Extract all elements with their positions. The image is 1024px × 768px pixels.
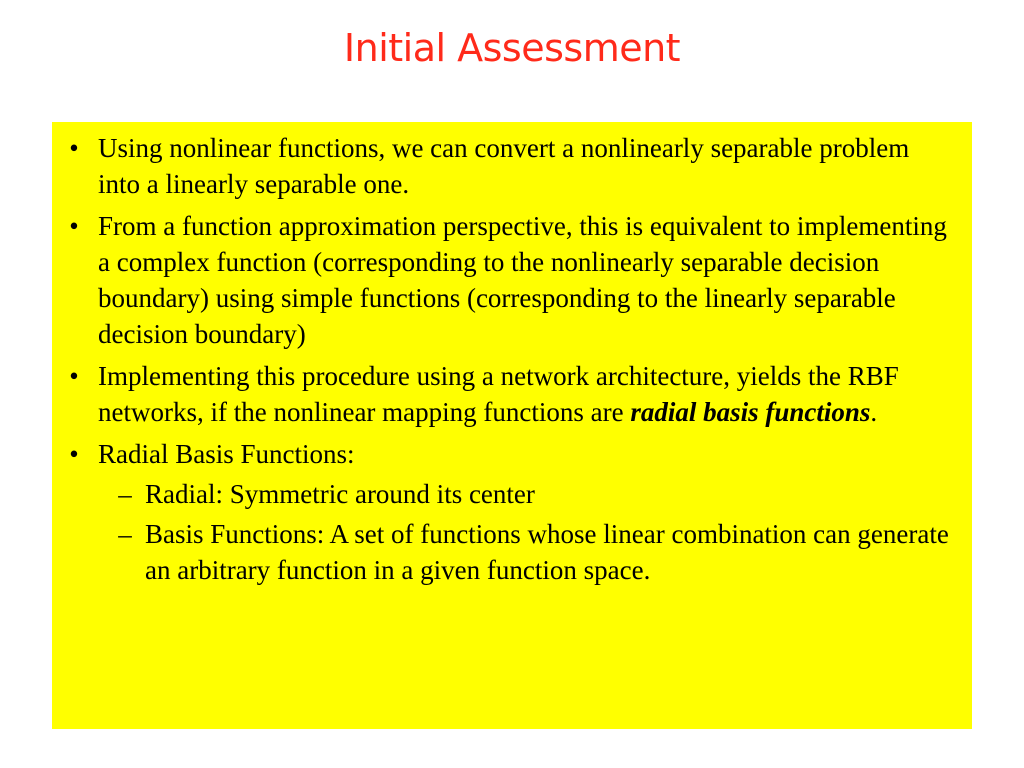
bullet-list	[52, 122, 972, 588]
bullet-text: Using nonlinear functions, we can convert a nonlinearly separable problem into a linearly separable one.	[98, 133, 910, 199]
bullet-icon: •	[69, 361, 79, 391]
slide-title: Initial Assessment	[343, 26, 681, 70]
emphasized-term: radial basis functions	[630, 397, 871, 427]
bullet-text-before: Implementing this procedure using a network architecture, yields the RBF networks, if the nonlinear mapping functions are	[98, 361, 899, 427]
sub-bullet-radial	[52, 476, 972, 512]
bullet-icon: •	[69, 439, 79, 469]
dash-icon: –	[118, 479, 132, 509]
bullet-item-nonlinear-conversion	[52, 130, 972, 202]
bullet-text: From a function approximation perspective, this is equivalent to implementing a complex function (corresponding to the nonlinearly separable decision boundary) using simple functions (corresponding to the linearly separable decision boundary)	[98, 211, 947, 349]
bullet-text-after: .	[870, 397, 878, 427]
bullet-icon: •	[69, 133, 79, 163]
sub-bullet-text: Basis Functions: A set of functions whose linear combination can generate an arbitrary function in a given function space.	[145, 519, 949, 585]
bullet-text: Radial Basis Functions:	[98, 439, 355, 469]
sub-bullet-text: Radial: Symmetric around its center	[145, 479, 535, 509]
bullet-item-radial-basis-functions	[52, 436, 972, 472]
content-box	[52, 122, 972, 729]
dash-icon: –	[118, 519, 132, 549]
bullet-item-function-approximation	[52, 208, 972, 352]
bullet-icon: •	[69, 211, 79, 241]
sub-bullet-basis-functions	[52, 516, 972, 588]
bullet-item-rbf-networks	[52, 358, 972, 430]
